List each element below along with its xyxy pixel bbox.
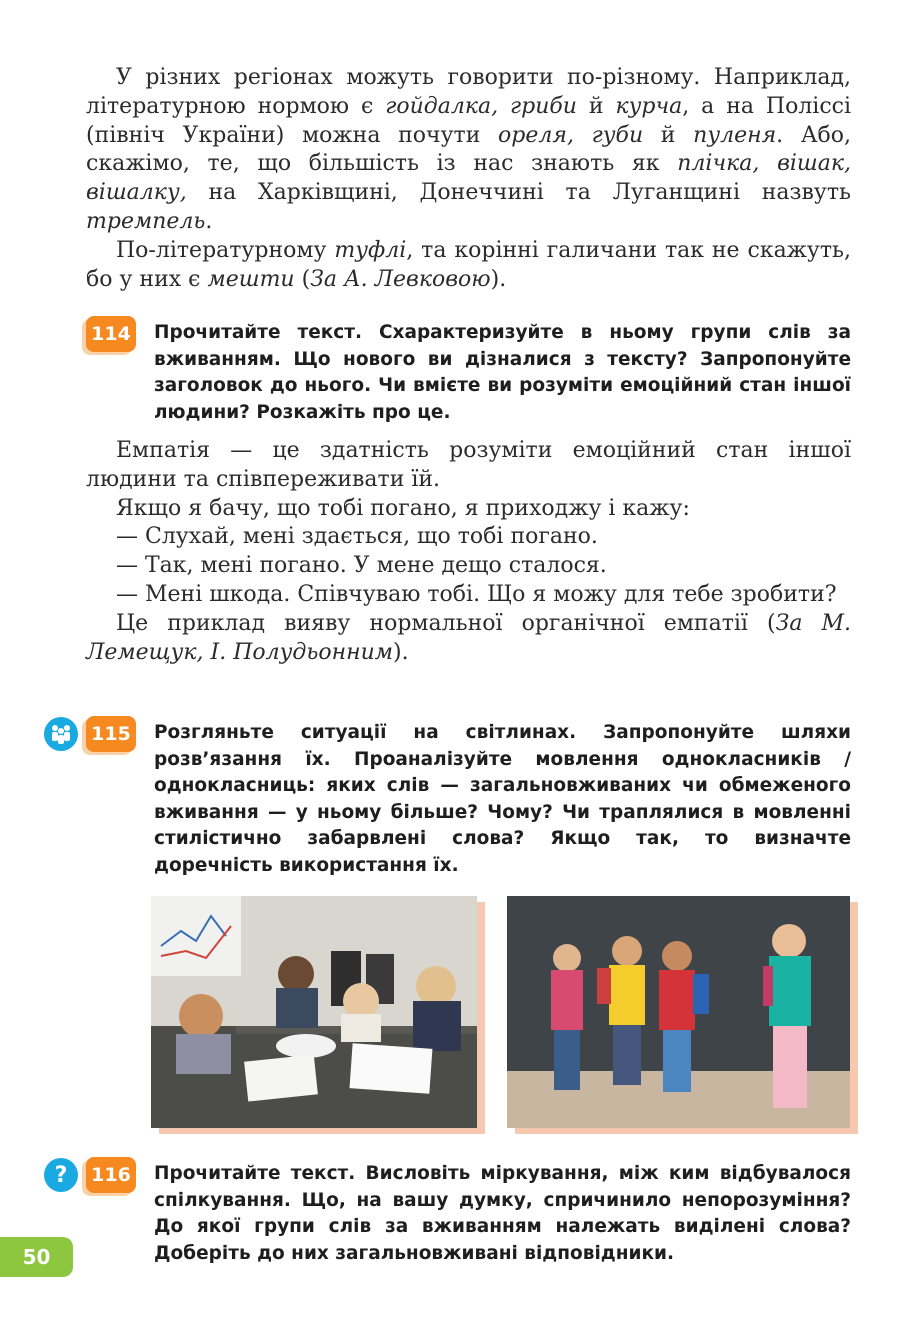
dialogue-line: — Слухай, мені здається, що тобі погано. [116,524,598,550]
question-icon: ? [44,1158,78,1192]
page-number: 50 [0,1237,73,1277]
dialogue-line: — Мені шкода. Співчуваю тобі. Що я можу для тебе зробити? [116,581,837,607]
people-icon [48,722,74,746]
task-115-text: Розгляньте ситуації на світлинах. Запропонуйте шляхи розв’язання їх. Проаналізуйте мовлення однокласників / однокласниць: яких слів — загальновживаних чи обмеженого вживання — у ньому більше? Чому? Чи траплялися в мовленні стилістично забарвлені слова? Якщо так, то визначте доречність використання їх. [154,722,851,876]
dialogue-line: — Так, мені погано. У мене дещо сталося. [116,553,607,579]
task-114-text: Прочитайте текст. Схарактеризуйте в ньому групи слів за вживанням. Що нового ви дізналися з тексту? Запропонуйте заголовок до нього. Чи вмієте ви розуміти емоційний стан іншої людини? Розкажіть про це. [154,322,851,423]
photo-children-at-board [507,896,850,1128]
paragraph-regions: У різних регіонах можуть говорити по-різному. Наприклад, літературною нормою є гойдалка, гриби й курча, а на Поліссі (північ України) можна почути ореля, губи й пуленя. Або, скажімо, те, що більшість із нас знають як плічка, вішак, вішалку, на Харківщині, Донеччині та Луганщині назвуть тремпель. [86,65,852,234]
photo-children-at-table [151,896,477,1128]
task-number-badge: 114 [86,316,136,352]
empathy-line: Якщо я бачу, що тобі погано, я приходжу і кажу: [116,495,690,521]
task-number-badge: 115 [86,716,136,752]
photo-illustration [507,896,850,1128]
photo-illustration [151,896,477,1128]
intro-text [86,64,851,294]
empathy-text [86,437,851,667]
paragraph-shoes: По-літературному туфлі, та корінні галичани так не скажуть, бо у них є мешти (За А. Левковою). [86,237,852,292]
task-number-badge: 116 [86,1157,136,1193]
task-116-text: Прочитайте текст. Висловіть міркування, між ким відбувалося спілкування. Що, на вашу думку, спричинило непорозуміння? До якої групи слів за вживанням належать виділені слова? Доберіть до них загальновживані відповідники. [154,1163,851,1264]
empathy-definition: Емпатія — це здатність розуміти емоційний стан іншої людини та співпереживати їй. [86,438,851,492]
empathy-source: Це приклад вияву нормальної органічної емпатії (За М. Лемещук, І. Полудьонним). [86,610,852,665]
group-work-icon [44,717,78,751]
